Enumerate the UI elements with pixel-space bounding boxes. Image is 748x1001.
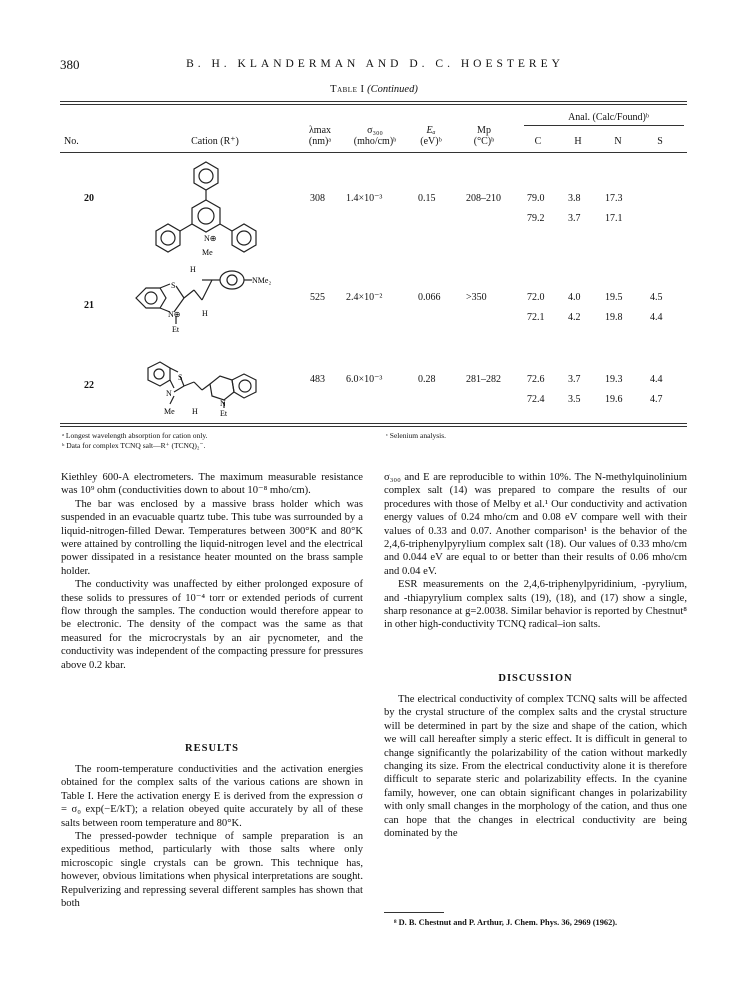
structure-21-s: S (171, 281, 176, 290)
table-caption-suffix: (Continued) (367, 84, 418, 95)
header-h: H (574, 136, 582, 147)
table-caption (0, 84, 748, 95)
structure-22-et: Et (220, 409, 228, 418)
row-22-calc-h: 3.7 (568, 374, 581, 385)
structure-20-me: Me (202, 248, 213, 257)
row-20-mp: 208–210 (466, 193, 501, 204)
row-20-sigma: 1.4×10⁻³ (346, 193, 383, 204)
row-20-ea: 0.15 (418, 193, 436, 204)
row-21-calc-c: 72.0 (527, 292, 545, 303)
row-22-mp: 281–282 (466, 374, 501, 385)
row-22-found-c: 72.4 (527, 394, 545, 405)
right-paragraph-3: The electrical conductivity of complex TCNQ salts will be affected by the crystal structure of the complex salts and the crystal structure will be determined in part by the size and shape of the cation, which we will call hereafter simply a steric effect. It is difficult in general to change significantly the polarizability of the cation without markedly changing its size. From the electrical conductivity alone it is therefore difficult to separate steric and polarizability effects. In the cyanine family, however, one can obtain significant changes in polarizability with only small changes in the morphology of the cation, and thus one can hope that the changes in electrical conductivity are being dominated by the (384, 694, 687, 840)
left-paragraph-1: Kiethley 600-A electrometers. The maximum measurable resistance was 10⁹ ohm (conductivities down to about 10⁻⁸ mho/cm). (61, 472, 363, 497)
table-footnote-c: ᶜ Selenium analysis. (386, 431, 447, 440)
header-no: No. (64, 136, 79, 147)
page-footnote-8: ⁸ D. B. Chestnut and P. Arthur, J. Chem. Phys. 36, 2969 (1962). (394, 918, 618, 927)
row-21-mp: >350 (466, 292, 487, 303)
row-22-found-h: 3.5 (568, 394, 581, 405)
row-22-found-n: 19.6 (605, 394, 623, 405)
row-21-found-c: 72.1 (527, 312, 545, 323)
structure-21-nme2: NMe₂ (252, 276, 272, 285)
table-caption-label: Table I (330, 84, 365, 95)
row-20-found-n: 17.1 (605, 213, 623, 224)
structure-22-me: Me (164, 407, 175, 416)
table-bottom-rule-2 (60, 426, 687, 427)
right-paragraph-2: ESR measurements on the 2,4,6-triphenylpyridinium, -pyrylium, and -thiapyrylium complex salts (19), (18), and (17) show a single, sharp resonance at g=2.0038. Similar behavior is reported by Chestnut⁸ in other high-conductivity TCNQ radical–ion salts. (384, 579, 687, 631)
structure-22-n2: N (220, 399, 226, 408)
structure-21-h1: H (190, 265, 196, 274)
header-ea-1: Eₐ (426, 125, 436, 136)
structure-21 (128, 262, 293, 334)
row-22-ea: 0.28 (418, 374, 436, 385)
table-top-rule-2 (60, 104, 687, 105)
discussion-heading: DISCUSSION (498, 673, 573, 684)
header-n: N (614, 136, 622, 147)
header-c: C (534, 136, 542, 147)
row-21-found-h: 4.2 (568, 312, 581, 323)
header-mp-2: (°C)ᵇ (473, 136, 495, 147)
table-footnote-b: ᵇ Data for complex TCNQ salt—R⁺ (TCNQ)₂⁻. (62, 441, 206, 450)
table-bottom-rule (60, 423, 687, 424)
right-column-discussion (384, 693, 687, 840)
row-21-ea: 0.066 (418, 292, 441, 303)
header-sigma-1: σ₃₀₀ (367, 125, 383, 136)
footnote-rule (384, 912, 444, 913)
row-20-lambda: 308 (310, 193, 325, 204)
row-21-found-n: 19.8 (605, 312, 623, 323)
left-paragraph-3: The conductivity was unaffected by either prolonged exposure of these solids to pressures of 10⁻⁴ torr or extended periods of current flow through the samples. The conduction would therefore appear to be electronic. The density of the compact was the same as that measured for the microcrystals by an air pycnometer, and the conductivity was independent of the compacting pressure for pressures above 0.2 kbar. (61, 579, 363, 671)
header-anal-rule (524, 125, 684, 126)
running-head (60, 57, 690, 75)
header-sigma-2: (mho/cm)ᵇ (353, 136, 397, 147)
structure-21-h2: H (202, 309, 208, 318)
header-bottom-rule (60, 152, 687, 153)
header-ea-2: (eV)ᵇ (420, 136, 442, 147)
row-22-number: 22 (84, 380, 94, 391)
row-20-found-h: 3.7 (568, 213, 581, 224)
row-22-calc-n: 19.3 (605, 374, 623, 385)
header-cation: Cation (R⁺) (191, 136, 239, 147)
row-21-sigma: 2.4×10⁻² (346, 292, 383, 303)
structure-21-n: N⊕ (168, 310, 181, 319)
structure-20 (150, 158, 280, 260)
row-21-lambda: 525 (310, 292, 325, 303)
row-22-calc-c: 72.6 (527, 374, 545, 385)
row-21-calc-h: 4.0 (568, 292, 581, 303)
row-20-calc-n: 17.3 (605, 193, 623, 204)
row-22-found-s: 4.7 (650, 394, 663, 405)
right-paragraph-1: σ₃₀₀ and E are reproducible to within 10%. The N-methylquinolinium complex salt (14) was prepared to compare the results of our procedures with those of Melby et al.¹ Our conductivity and activation energy values of 0.24 mho/cm and 0.08 eV compare well with their values of 0.33 and 0.07. Another comparison¹ is the behavior of the 2,4,6-triphenylpyrylium complex salt (18). Our values of 0.33 mho/cm and 0.044 eV are equal to or better than their results of 0.06 mho/cm and 0.04 eV. (384, 472, 687, 577)
structure-22-s: S (178, 373, 183, 382)
row-20-calc-h: 3.8 (568, 193, 581, 204)
row-21-calc-n: 19.5 (605, 292, 623, 303)
header-lambda-1: λmax (308, 125, 332, 136)
header-s: S (657, 136, 663, 147)
row-21-number: 21 (84, 300, 94, 311)
table-footnote-a: ᵃ Longest wavelength absorption for cation only. (62, 431, 208, 440)
left-paragraph-5: The pressed-powder technique of sample preparation is an expeditious method, particularly with those salts where only microscopic single crystals can be grown. This technique has, however, obvious limitations when physical interpretations are sought. Repulverizing and repressing several different samples has shown that both (61, 831, 363, 910)
row-21-found-s: 4.4 (650, 312, 663, 323)
row-20-number: 20 (84, 193, 94, 204)
page-number: 380 (60, 57, 80, 72)
row-22-sigma: 6.0×10⁻³ (346, 374, 383, 385)
running-authors: B. H. KLANDERMAN AND D. C. HOESTEREY (186, 58, 564, 70)
table-top-rule (60, 101, 687, 102)
header-lambda-2: (nm)ᵃ (308, 136, 332, 147)
structure-22 (128, 358, 268, 420)
left-column (61, 471, 363, 672)
row-20-found-c: 79.2 (527, 213, 545, 224)
row-22-calc-s: 4.4 (650, 374, 663, 385)
header-anal: Anal. (Calc/Found)ᵇ (568, 112, 649, 123)
structure-20-n: N⊕ (204, 234, 217, 243)
structure-22-n1: N (166, 389, 172, 398)
left-column-results (61, 763, 363, 910)
left-paragraph-2: The bar was enclosed by a massive brass holder which was suspended in an evacuable quartz tube. This tube was surrounded by a liquid-nitrogen-filled Dewar. Temperatures between 300°K and 80°K were attained by controlling the liquid-nitrogen level and the electrical power dissipated in a resistance heater mounted on the brass sample holder. (61, 498, 363, 577)
structure-21-et: Et (172, 325, 180, 334)
row-22-lambda: 483 (310, 374, 325, 385)
results-heading: RESULTS (185, 743, 239, 754)
row-21-calc-s: 4.5 (650, 292, 663, 303)
row-20-calc-c: 79.0 (527, 193, 545, 204)
right-column (384, 471, 687, 632)
left-paragraph-4: The room-temperature conductivities and the activation energies obtained for the complex salts of the various cations are shown in Table I. Here the activation energy E is derived from the expression σ = σ₀ exp(−E/kT); a relation obeyed quite accurately by all of these salts between room temperature and 80°K. (61, 764, 363, 829)
header-mp-1: Mp (477, 125, 491, 136)
structure-22-h: H (192, 407, 198, 416)
